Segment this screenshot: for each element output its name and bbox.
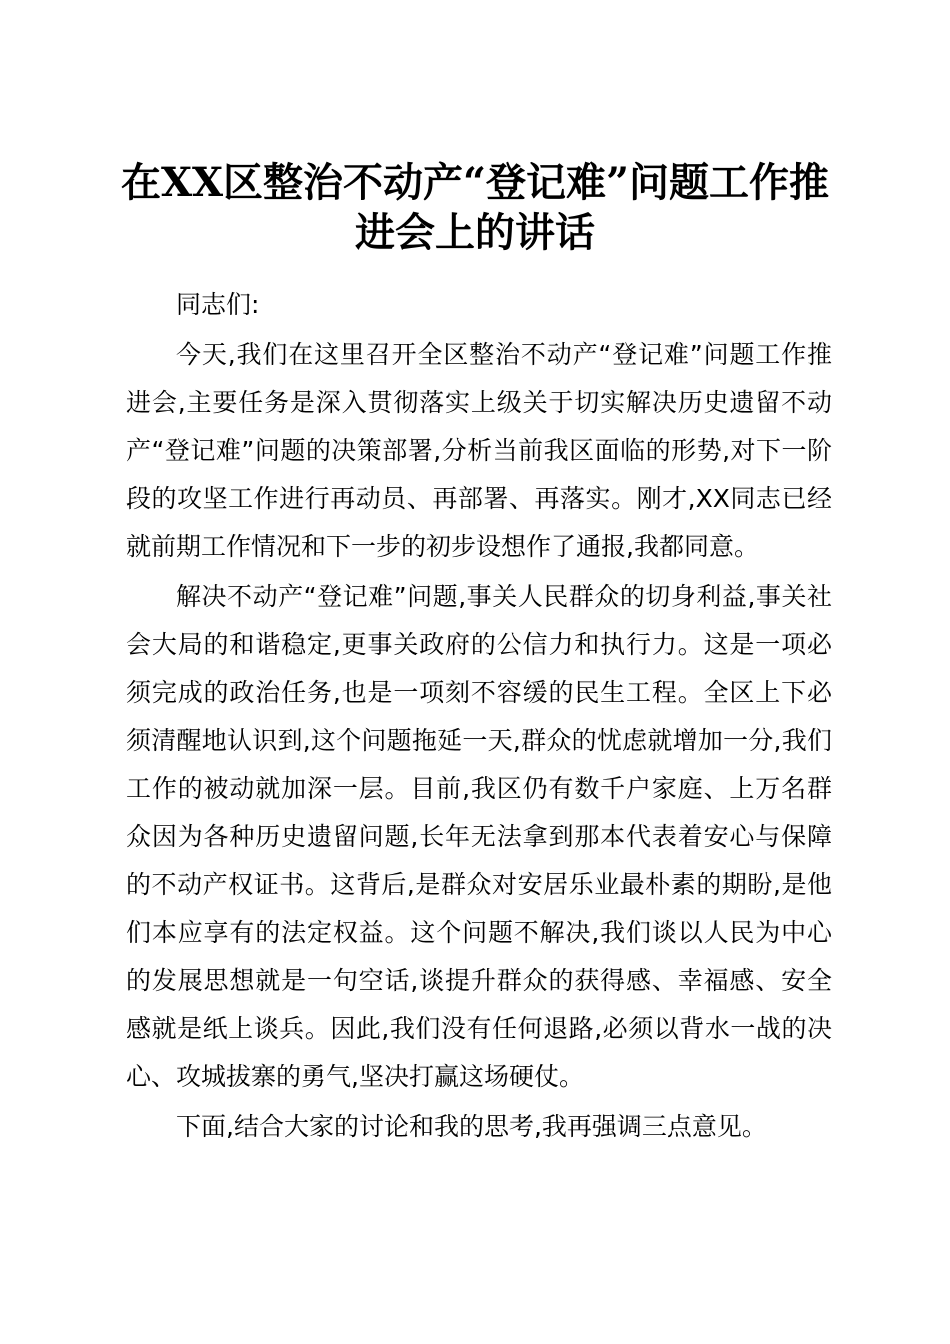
paragraph-2: 解决不动产“登记难”问题,事关人民群众的切身利益,事关社会大局的和谐稳定,更事关政府的公信力和执行力。这是一项必须完成的政治任务,也是一项刻不容缓的民生工程。全区上下必须清醒地认识到,这个问题拖延一天,群众的忧虑就增加一分,我们工作的被动就加深一层。目前,我区仍有数千户家庭、上万名群众因为各种历史遗留问题,长年无法拿到那本代表着安心与保障的不动产权证书。这背后,是群众对安居乐业最朴素的期盼,是他们本应享有的法定权益。这个问题不解决,我们谈以人民为中心的发展思想就是一句空话,谈提升群众的获得感、幸福感、安全感就是纸上谈兵。因此,我们没有任何退路,必须以背水一战的决心、攻城拔寨的勇气,坚决打赢这场硬仗。 — [126, 582, 832, 1091]
paragraph-3: 下面,结合大家的讨论和我的思考,我再强调三点意见。 — [176, 1112, 767, 1141]
document-body — [126, 281, 832, 1151]
salutation: 同志们: — [176, 290, 260, 319]
paragraph-1: 今天,我们在这里召开全区整治不动产“登记难”问题工作推进会,主要任务是深入贯彻落实上级关于切实解决历史遗留不动产“登记难”问题的决策部署,分析当前我区面临的形势,对下一阶段的攻坚工作进行再动员、再部署、再落实。刚才,XX同志已经就前期工作情况和下一步的初步设想作了通报,我都同意。 — [126, 340, 832, 561]
document-title: 在XX区整治不动产“登记难”问题工作推进会上的讲话 — [120, 159, 830, 256]
